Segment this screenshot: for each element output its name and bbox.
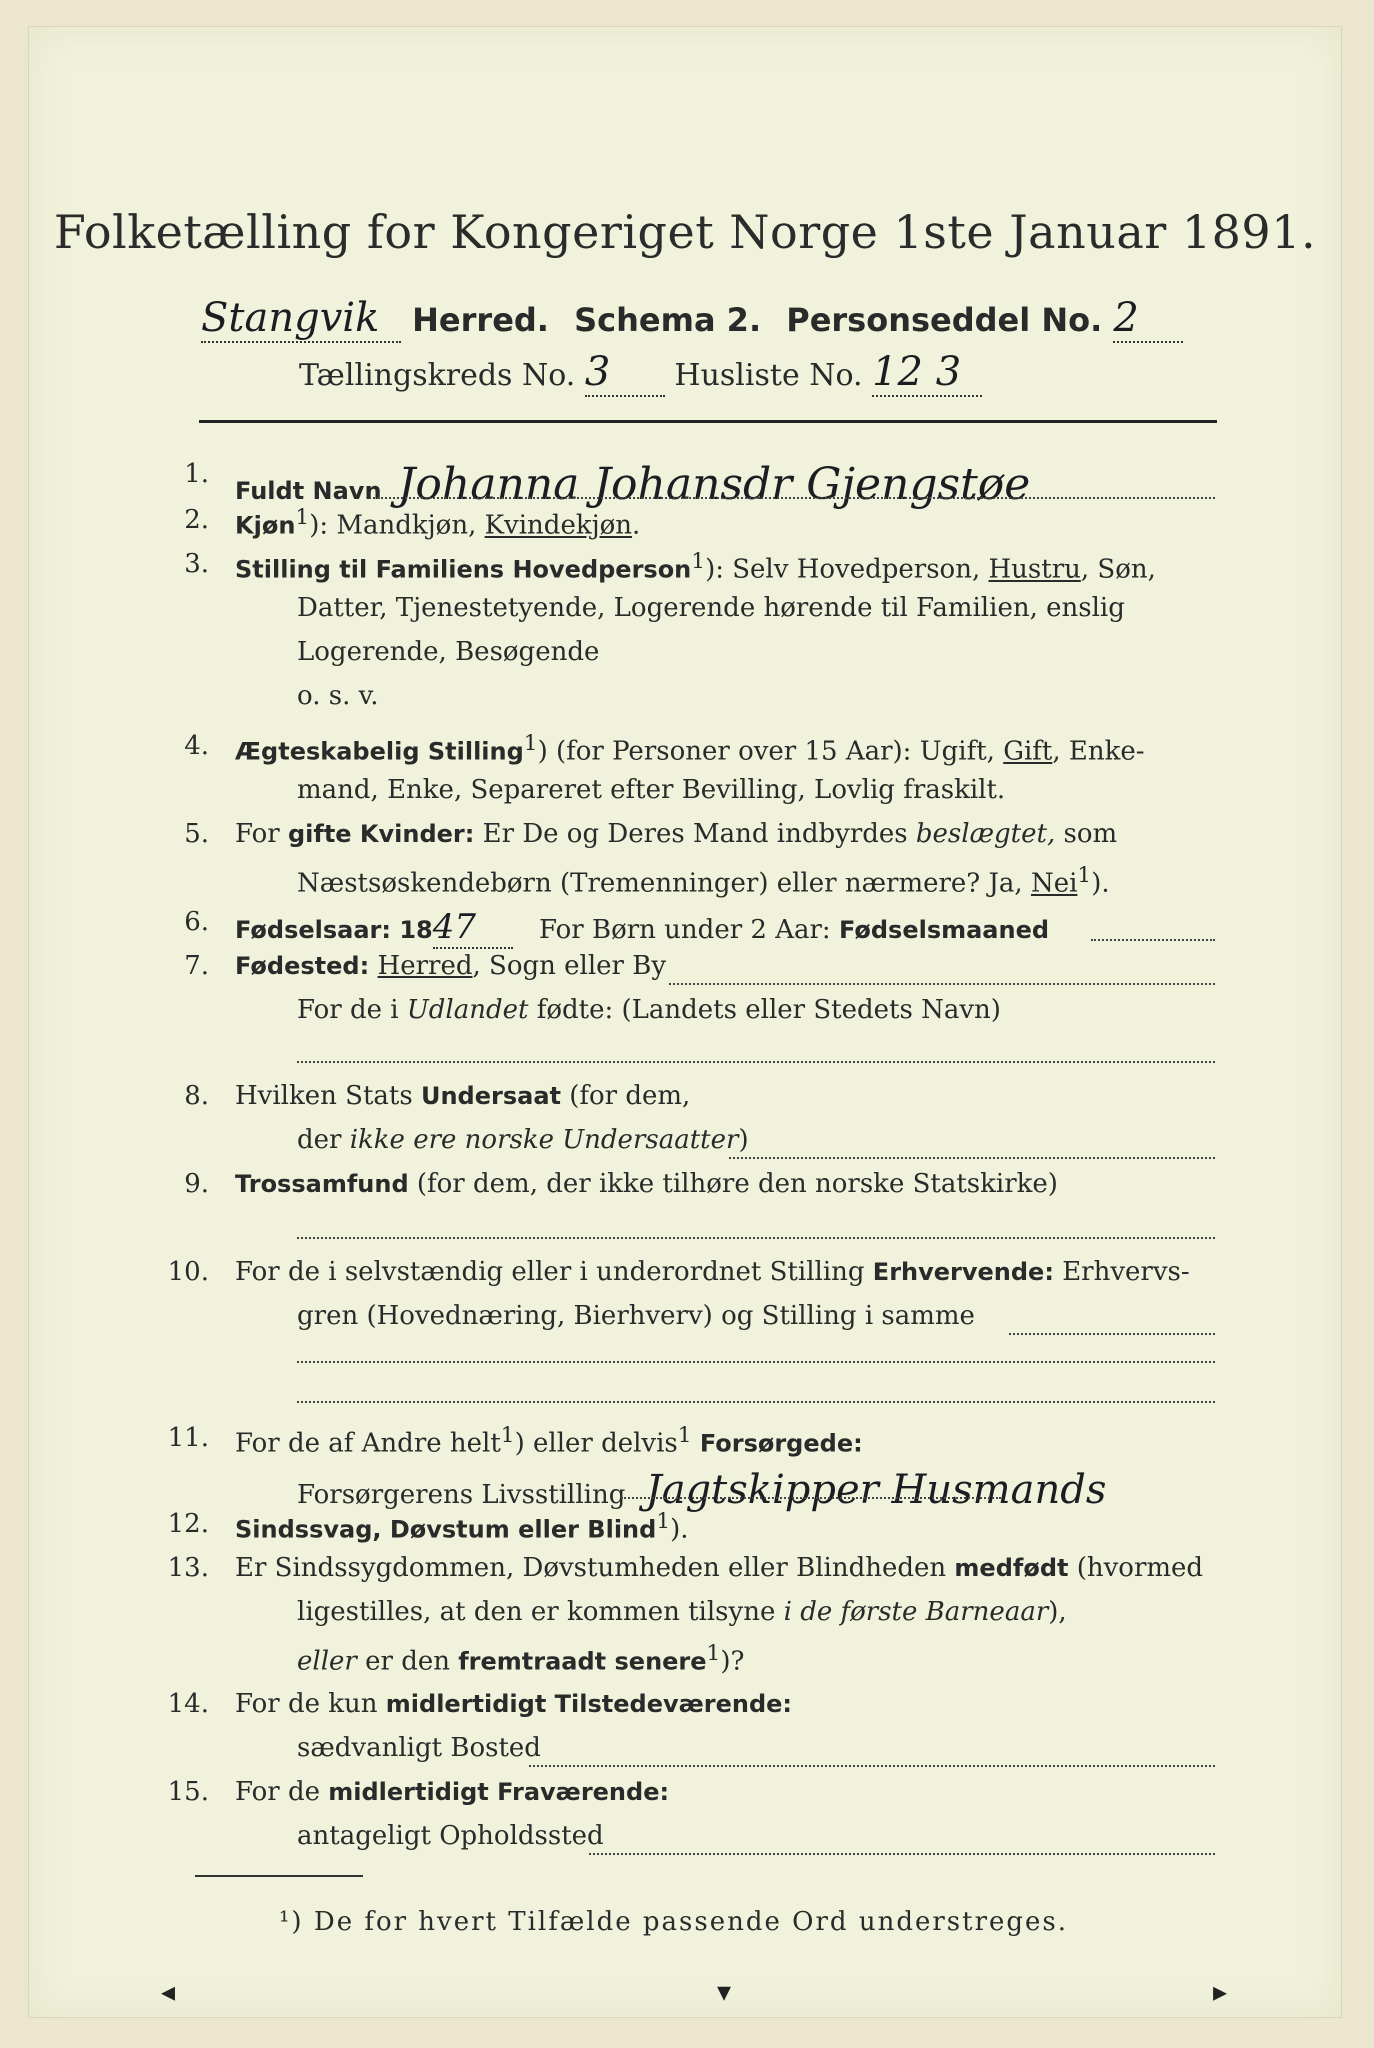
item-number-12: 12.: [167, 1509, 209, 1539]
childhood-text-a: ligestilles, at den er kommen tilsyne: [297, 1597, 784, 1627]
item-number-4: 4.: [184, 731, 209, 761]
marital-text-a: ) (for Personer over 15 Aar): Ugift,: [537, 736, 1004, 767]
item-10-line-2: gren (Hovednæring, Bierhverv) og Stilling i samme: [297, 1301, 975, 1331]
supported-footnote-ref-2: 1: [677, 1423, 692, 1448]
corner-mark-center-icon: ▾: [717, 1975, 732, 2008]
or-italic: eller: [297, 1646, 357, 1677]
provider-line: [621, 1497, 1001, 1499]
citizenship-text-b: (for dem,: [560, 1081, 691, 1111]
cousin-end: ).: [1091, 868, 1110, 899]
religion-text: (for dem, der ikke tilhøre den norske Statskirke): [408, 1169, 1058, 1199]
item-number-7: 7.: [184, 951, 209, 981]
cousin-selected: Nei: [1030, 868, 1078, 899]
abroad-text-a: For de i: [297, 995, 407, 1025]
sex-footnote-ref: 1: [295, 505, 310, 530]
item-number-14: 14.: [167, 1689, 209, 1719]
item-number-3: 3.: [184, 549, 209, 579]
husliste-label: Husliste No.: [674, 358, 863, 393]
full-name-line: [369, 497, 1215, 499]
congenital-text-b: (hvormed: [1068, 1553, 1204, 1583]
item-7: [235, 951, 666, 981]
item-15-line-2: antageligt Opholdssted: [297, 1821, 604, 1851]
citizenship-line: [729, 1157, 1215, 1159]
supported-label: Forsørgede:: [699, 1429, 863, 1458]
disability-footnote-ref: 1: [656, 1509, 671, 1534]
census-form: [28, 26, 1342, 2018]
item-2: [235, 505, 640, 541]
occupation-line-2: [297, 1361, 1215, 1363]
marital-status-label: Ægteskabelig Stilling: [235, 737, 524, 766]
sex-selected: Kvindekjøn: [484, 510, 633, 541]
footnote-text: De for hvert Tilfælde passende Ord understreges.: [313, 1907, 1069, 1937]
temporary-present-text: For de kun: [235, 1689, 386, 1719]
herred-value: Stangvik: [201, 295, 401, 343]
birth-year-value: 47: [433, 907, 513, 949]
disability-end: ).: [670, 1514, 689, 1545]
corner-mark-right-icon: ▸: [1213, 1975, 1228, 2008]
religion-line: [297, 1237, 1215, 1239]
foreign-italic: ikke ere norske Undersaatter: [349, 1125, 739, 1155]
later-label: fremtraadt senere: [458, 1647, 707, 1676]
footnote: [279, 1907, 1068, 1937]
marital-text-b: , Enke-: [1052, 736, 1145, 767]
herred-label: Herred.: [412, 301, 549, 339]
item-3: [235, 549, 1156, 585]
item-15: [235, 1777, 669, 1807]
later-footnote-ref: 1: [706, 1641, 721, 1666]
header-divider: [199, 420, 1217, 423]
probable-residence-line: [589, 1853, 1215, 1855]
citizenship-label: Undersaat: [420, 1082, 561, 1110]
form-title: Folketælling for Kongeriget Norge 1ste Januar 1891.: [53, 205, 1317, 259]
item-12: [235, 1509, 689, 1545]
item-6: [235, 907, 1049, 949]
item-13-line-3: [297, 1641, 744, 1677]
birth-year-label: Fødselsaar: 18: [235, 916, 433, 944]
husliste-value: 12 3: [872, 349, 982, 397]
abroad-text-b: fødte: (Landets eller Stedets Navn): [528, 995, 1001, 1025]
birthplace-line: [669, 983, 1215, 985]
occupation-line-3: [297, 1401, 1215, 1403]
temporary-absent-text: For de: [235, 1777, 329, 1807]
occupation-text-a: For de i selvstændig eller i underordnet Stilling: [235, 1257, 873, 1287]
personseddel-label: Personseddel No.: [786, 301, 1103, 339]
item-number-2: 2.: [184, 505, 209, 535]
temporary-absent-label: midlertidigt Fraværende:: [328, 1778, 670, 1806]
marital-selected: Gift: [1003, 736, 1053, 767]
occupation-line-1: [1009, 1333, 1215, 1335]
sex-label: Kjøn: [235, 511, 296, 540]
childhood-text-b: ),: [1048, 1597, 1067, 1627]
item-number-13: 13.: [167, 1553, 209, 1583]
footnote-mark: ¹): [279, 1907, 304, 1937]
item-3-line-2: Datter, Tjenestetyende, Logerende hørende til Familien, enslig: [297, 593, 1125, 623]
item-number-1: 1.: [184, 459, 209, 489]
family-position-footnote-ref: 1: [691, 549, 706, 574]
foreign-text-b: ): [738, 1125, 749, 1155]
family-position-text-a: ): Selv Hovedperson,: [705, 554, 989, 585]
married-text-b: Er De og Deres Mand indbyrdes: [474, 819, 916, 849]
birth-month-text: For Børn under 2 Aar:: [539, 915, 839, 945]
item-4: [235, 731, 1145, 767]
item-11-line-2: [297, 1467, 1106, 1513]
supported-footnote-ref-1: 1: [500, 1423, 515, 1448]
schema-label: Schema 2.: [574, 301, 762, 339]
birth-month-line: [1091, 939, 1215, 941]
temporary-present-label: midlertidigt Tilstedeværende:: [385, 1690, 793, 1718]
birthplace-text: , Sogn eller By: [472, 951, 667, 981]
item-14: [235, 1689, 792, 1719]
footnote-divider: [195, 1875, 363, 1877]
item-13-line-2: [297, 1597, 1067, 1627]
item-14-line-2: sædvanligt Bosted: [297, 1733, 541, 1763]
item-number-10: 10.: [167, 1257, 209, 1287]
birthplace-label: Fødested:: [235, 952, 378, 980]
kreds-label: Tællingskreds No.: [299, 358, 576, 393]
kreds-value: 3: [585, 349, 665, 397]
later-text-a: er den: [356, 1646, 459, 1677]
supported-text-a: For de af Andre helt: [235, 1428, 501, 1459]
family-position-label: Stilling til Familiens Hovedperson: [235, 555, 692, 584]
personseddel-value: 2: [1113, 295, 1183, 343]
citizenship-text-a: Hvilken Stats: [235, 1081, 421, 1111]
item-4-line-2: mand, Enke, Separeret efter Bevilling, Lovlig fraskilt.: [297, 775, 1006, 805]
abroad-line: [297, 1061, 1215, 1063]
occupation-label: Erhvervende:: [872, 1258, 1054, 1286]
congenital-text-a: Er Sindssygdommen, Døvstumheden eller Blindheden: [235, 1553, 955, 1583]
item-number-6: 6.: [184, 907, 209, 937]
sex-end: .: [632, 510, 641, 541]
married-women-label: gifte Kvinder:: [287, 820, 475, 848]
item-11: [235, 1423, 863, 1459]
childhood-italic: i de første Barneaar: [783, 1597, 1049, 1627]
header-row-2: [299, 349, 982, 397]
item-1: [235, 459, 1030, 510]
item-5: [235, 819, 1117, 849]
provider-label: Forsørgerens Livsstilling: [297, 1480, 626, 1510]
item-number-15: 15.: [167, 1777, 209, 1807]
family-position-text-b: , Søn,: [1080, 554, 1156, 585]
item-9: [235, 1169, 1058, 1199]
item-13: [235, 1553, 1203, 1583]
later-text-b: )?: [720, 1646, 745, 1677]
married-text-a: For: [235, 819, 288, 849]
birthplace-selected: Herred: [377, 951, 473, 981]
item-8: [235, 1081, 690, 1111]
item-5-line-2: [297, 863, 1110, 899]
occupation-text-b: Erhvervs-: [1053, 1257, 1190, 1287]
item-number-5: 5.: [184, 819, 209, 849]
cousin-footnote-ref: 1: [1077, 863, 1092, 888]
family-position-selected: Hustru: [988, 554, 1081, 585]
congenital-label: medfødt: [954, 1554, 1069, 1582]
full-name-value: Johanna Johansdr Gjengstøe: [397, 459, 1031, 510]
provider-occupation-value: Jagtskipper Husmands: [645, 1467, 1107, 1513]
disability-label: Sindssvag, Døvstum eller Blind: [235, 1515, 657, 1544]
item-number-9: 9.: [184, 1169, 209, 1199]
religion-label: Trossamfund: [235, 1170, 409, 1198]
supported-text-b: ) eller delvis: [514, 1428, 678, 1459]
abroad-italic: Udlandet: [406, 995, 529, 1025]
usual-residence-line: [529, 1765, 1215, 1767]
header-row-1: [201, 295, 1183, 343]
item-3-line-3: Logerende, Besøgende: [297, 637, 600, 667]
cousin-question: Næstsøskendebørn (Tremenninger) eller nærmere? Ja,: [297, 868, 1031, 899]
related-italic: beslægtet,: [915, 819, 1056, 849]
married-text-c: som: [1055, 819, 1118, 849]
foreign-text-a: der: [297, 1125, 350, 1155]
full-name-label: Fuldt Navn: [235, 477, 382, 505]
corner-mark-left-icon: ◂: [161, 1975, 176, 2008]
birth-month-label: Fødselsmaaned: [838, 916, 1050, 944]
sex-options: ): Mandkjøn,: [309, 510, 485, 541]
item-number-8: 8.: [184, 1081, 209, 1111]
item-3-line-4: o. s. v.: [297, 681, 379, 711]
item-number-11: 11.: [167, 1423, 209, 1453]
item-7-line-2: [297, 995, 1001, 1025]
item-8-line-2: [297, 1125, 749, 1155]
marital-footnote-ref: 1: [523, 731, 538, 756]
item-10: [235, 1257, 1190, 1287]
